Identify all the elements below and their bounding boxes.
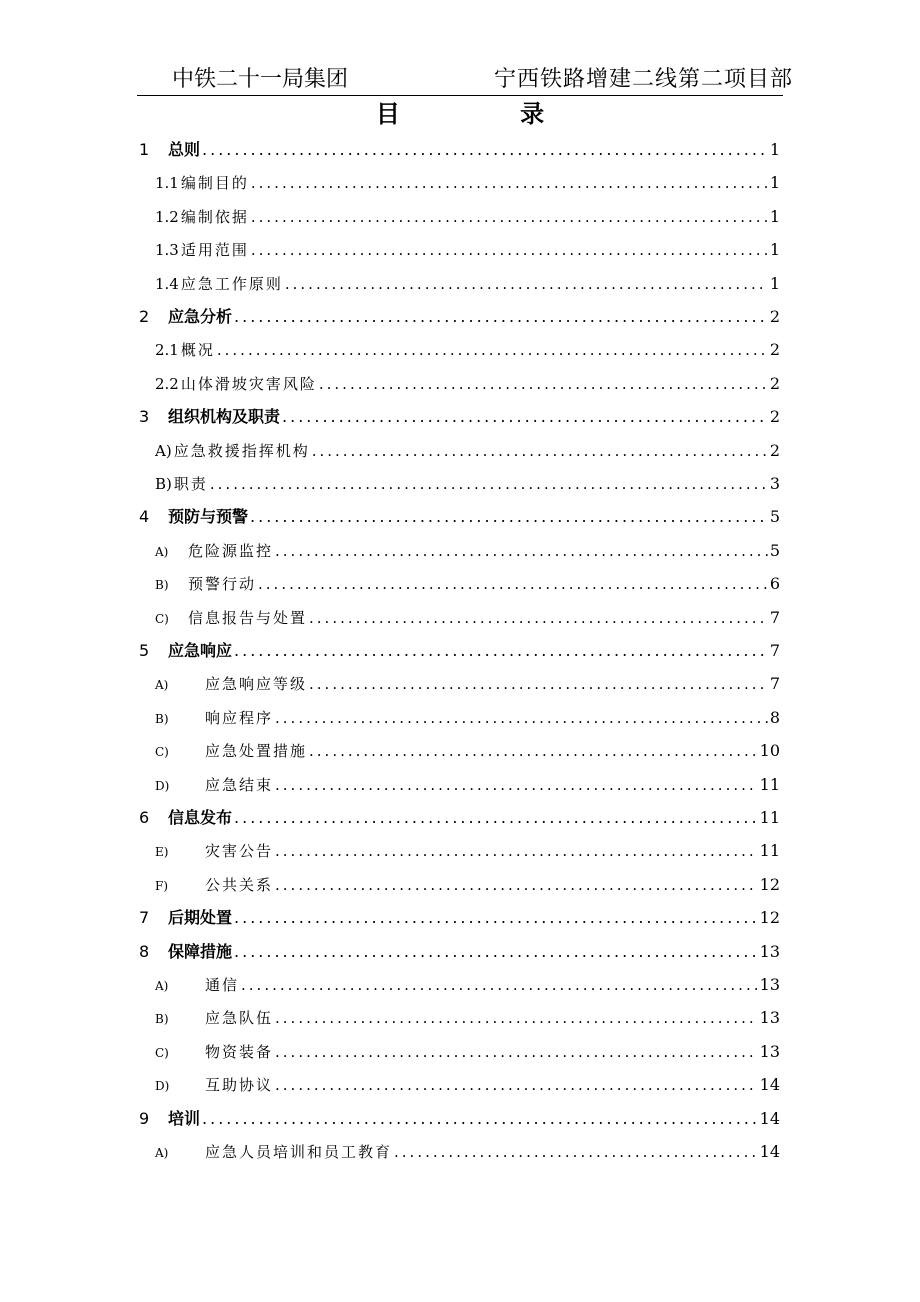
toc-entry-page: 12	[759, 908, 780, 928]
toc-entry-label: 物资装备	[205, 1042, 274, 1061]
toc-entry-number: A)	[155, 544, 169, 559]
toc-dot-leader	[285, 269, 768, 299]
toc-entry-page: 3	[769, 474, 780, 493]
toc-entry-page: 1	[769, 173, 780, 193]
toc-entry-number: 4	[139, 507, 150, 527]
toc-entry-number: B)	[155, 711, 169, 726]
toc-entry-label: 编制依据	[180, 207, 249, 226]
toc-entry-number: A)	[155, 979, 169, 993]
toc-entry-page: 5	[769, 540, 780, 560]
toc-dot-leader	[251, 235, 768, 265]
toc-entry-number: C)	[155, 745, 169, 760]
toc-entry-number: D)	[155, 778, 170, 793]
toc-entry[interactable]	[155, 168, 780, 198]
toc-entry-page: 1	[769, 206, 780, 226]
toc-entry-page: 1	[769, 240, 780, 260]
toc-entry-page: 7	[769, 607, 780, 627]
toc-entry[interactable]	[139, 803, 780, 833]
toc-dot-leader	[275, 870, 758, 900]
toc-entry-label: 组织机构及职责	[168, 407, 281, 427]
toc-entry-page: 13	[759, 1008, 780, 1028]
toc-entry-label: 山体滑坡灾害风险	[180, 374, 317, 393]
toc-entry-label: 信息发布	[168, 808, 233, 827]
toc-entry-page: 12	[759, 874, 780, 894]
toc-entry-number: 1.2	[155, 207, 179, 226]
toc-entry[interactable]	[155, 669, 780, 699]
toc-entry-number: E)	[155, 845, 169, 860]
toc-dot-leader	[319, 369, 768, 399]
toc-dot-leader	[251, 202, 768, 232]
toc-entry-page: 11	[759, 808, 780, 827]
toc-entry-label: 保障措施	[168, 941, 233, 961]
toc-entry-page: 11	[759, 841, 780, 861]
toc-entry-label: 通信	[205, 976, 240, 994]
toc-entry[interactable]	[155, 536, 780, 566]
toc-entry-page: 6	[769, 574, 780, 594]
toc-entry[interactable]	[155, 736, 780, 766]
toc-entry-label: 编制目的	[180, 174, 249, 193]
toc-entry-page: 10	[759, 741, 780, 761]
toc-title: 目 录	[375, 100, 601, 128]
toc-entry-number: A)	[155, 1146, 169, 1160]
toc-entry[interactable]	[155, 603, 780, 633]
toc-entry-number: 2	[139, 307, 150, 326]
toc-entry-number: 6	[139, 808, 150, 827]
toc-entry-page: 7	[769, 674, 780, 694]
toc-dot-leader	[234, 937, 758, 967]
toc-entry-label: 应急救援指挥机构	[173, 441, 310, 460]
toc-entry-label: 适用范围	[180, 241, 249, 260]
toc-entry-number: 3	[139, 407, 150, 427]
toc-dot-leader	[275, 1037, 758, 1067]
header-organization: 中铁二十一局集团	[172, 67, 349, 92]
toc-entry-label: 后期处置	[168, 908, 233, 928]
toc-entry-page: 7	[769, 641, 780, 660]
toc-entry[interactable]	[139, 302, 780, 332]
toc-dot-leader	[275, 536, 768, 566]
toc-entry-label: 总则	[168, 140, 201, 159]
toc-entry-label: 概况	[180, 341, 215, 360]
toc-entry-number: A)	[155, 678, 169, 693]
toc-entry-label: 信息报告与处置	[188, 608, 308, 627]
toc-dot-leader	[234, 302, 768, 332]
header-divider	[137, 95, 783, 96]
toc-entry[interactable]	[155, 235, 780, 265]
toc-entry-page: 14	[759, 1142, 780, 1161]
toc-entry-page: 2	[769, 307, 780, 326]
toc-entry[interactable]	[155, 269, 780, 299]
header-project-department: 宁西铁路增建二线第二项目部	[494, 67, 794, 92]
toc-dot-leader	[309, 736, 758, 766]
toc-entry-number: 7	[139, 908, 150, 928]
toc-entry-label: 职责	[173, 475, 208, 493]
toc-entry[interactable]	[155, 1070, 780, 1100]
toc-entry-number: 2.2	[155, 374, 179, 393]
toc-dot-leader	[251, 168, 768, 198]
toc-entry[interactable]	[155, 569, 780, 599]
toc-entry-page: 13	[759, 1041, 780, 1061]
toc-entry-page: 2	[769, 407, 780, 427]
toc-dot-leader	[275, 1070, 758, 1100]
toc-entry[interactable]	[155, 970, 780, 1000]
toc-entry-number: 9	[139, 1108, 150, 1128]
toc-entry-page: 1	[769, 273, 780, 293]
toc-entry[interactable]	[139, 402, 780, 432]
toc-entry-number: 5	[139, 641, 150, 660]
toc-entry-number: 1.1	[155, 174, 179, 193]
toc-entry[interactable]	[155, 202, 780, 232]
toc-dot-leader	[202, 135, 768, 165]
toc-dot-leader	[275, 836, 758, 866]
toc-entry[interactable]	[155, 870, 780, 900]
toc-entry[interactable]	[155, 836, 780, 866]
toc-entry-label: 应急工作原则	[180, 274, 283, 293]
toc-entry-label: 应急响应等级	[205, 675, 308, 694]
toc-dot-leader	[234, 903, 758, 933]
toc-dot-leader	[234, 803, 758, 833]
toc-entry[interactable]	[155, 369, 780, 399]
toc-entry-label: 公共关系	[205, 875, 274, 894]
toc-entry-page: 2	[769, 440, 780, 460]
toc-entry[interactable]	[155, 703, 780, 733]
toc-dot-leader	[217, 335, 768, 365]
toc-entry-page: 2	[769, 373, 780, 393]
toc-dot-leader	[275, 770, 758, 800]
toc-entry-label: 培训	[168, 1108, 201, 1128]
toc-dot-leader	[275, 703, 768, 733]
toc-entry-label: 应急响应	[168, 641, 233, 660]
toc-entry-page: 5	[769, 507, 780, 527]
toc-entry-page: 13	[759, 975, 780, 994]
toc-entry-page: 11	[759, 774, 780, 794]
toc-entry-label: 灾害公告	[205, 842, 274, 861]
toc-entry-page: 14	[759, 1075, 780, 1095]
toc-entry-number: A)	[155, 441, 172, 460]
toc-entry-number: 8	[139, 941, 150, 961]
toc-dot-leader	[234, 636, 768, 666]
toc-entry[interactable]	[139, 636, 780, 666]
toc-entry[interactable]	[139, 502, 780, 532]
toc-dot-leader	[210, 469, 768, 499]
toc-entry[interactable]	[155, 436, 780, 466]
toc-dot-leader	[282, 402, 768, 432]
toc-entry-label: 危险源监控	[188, 541, 274, 560]
toc-entry-number: 1.3	[155, 241, 179, 260]
toc-entry-number: B)	[155, 578, 169, 593]
toc-entry-page: 8	[769, 707, 780, 727]
toc-entry-page: 2	[769, 340, 780, 360]
toc-dot-leader	[258, 569, 768, 599]
toc-entry-page: 1	[769, 140, 780, 159]
toc-entry-number: B)	[155, 1012, 169, 1027]
toc-entry-label: 预防与预警	[168, 507, 249, 527]
toc-dot-leader	[250, 502, 768, 532]
toc-entry-number: C)	[155, 1045, 169, 1060]
toc-entry[interactable]	[155, 770, 780, 800]
toc-entry[interactable]	[155, 335, 780, 365]
toc-dot-leader	[309, 603, 768, 633]
toc-entry-label: 应急分析	[168, 307, 233, 326]
toc-entry-label: 响应程序	[205, 708, 274, 727]
toc-entry-label: 应急队伍	[205, 1009, 274, 1028]
toc-entry-label: 互助协议	[205, 1076, 274, 1095]
toc-entry-number: F)	[155, 878, 169, 893]
toc-entry-number: 1.4	[155, 274, 179, 293]
toc-entry-number: 2.1	[155, 341, 179, 360]
toc-entry[interactable]	[155, 469, 780, 499]
toc-entry-page: 13	[759, 941, 780, 961]
toc-dot-leader	[275, 1003, 758, 1033]
toc-entry-label: 应急结束	[205, 775, 274, 794]
toc-dot-leader	[241, 970, 758, 1000]
toc-entry-label: 应急处置措施	[205, 742, 308, 761]
toc-dot-leader	[309, 669, 768, 699]
toc-dot-leader	[312, 436, 768, 466]
toc-dot-leader	[202, 1104, 758, 1134]
toc-entry-label: 应急人员培训和员工教育	[205, 1143, 393, 1161]
toc-entry[interactable]	[155, 1137, 780, 1167]
toc-entry-number: D)	[155, 1079, 170, 1094]
toc-entry[interactable]	[139, 937, 780, 967]
toc-entry-number: 1	[139, 140, 150, 159]
toc-entry-number: B)	[155, 475, 172, 493]
toc-entry[interactable]	[155, 1037, 780, 1067]
toc-entry[interactable]	[139, 903, 780, 933]
toc-entry-page: 14	[759, 1108, 780, 1128]
toc-dot-leader	[394, 1137, 758, 1167]
toc-entry[interactable]	[155, 1003, 780, 1033]
toc-entry-number: C)	[155, 611, 169, 626]
toc-entry-label: 预警行动	[188, 575, 257, 594]
toc-entry[interactable]	[139, 135, 780, 165]
toc-entry[interactable]	[139, 1104, 780, 1134]
